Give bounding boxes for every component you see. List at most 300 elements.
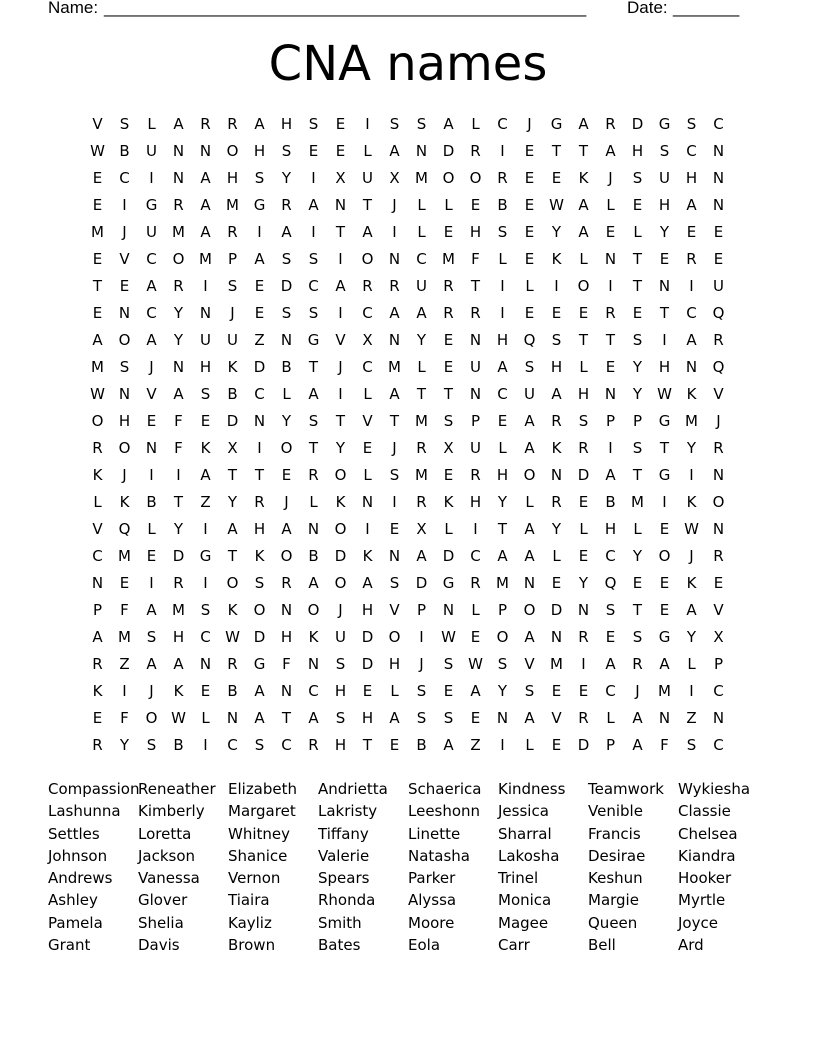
grid-letter: A (254, 115, 265, 133)
grid-letter: R (92, 736, 103, 754)
grid-letter: O (280, 439, 293, 457)
grid-letter: E (92, 304, 103, 322)
grid-letter: A (686, 196, 697, 214)
word-list-item: Tiffany (318, 824, 369, 843)
grid-letter: R (227, 115, 238, 133)
grid-letter: E (335, 142, 346, 160)
grid-letter: R (200, 115, 211, 133)
word-list-item: Shanice (228, 846, 288, 865)
grid-letter: A (146, 331, 157, 349)
grid-letter: V (389, 601, 400, 619)
grid-letter: C (605, 547, 616, 565)
date-label: Date: (627, 0, 668, 17)
grid-letter: I (554, 277, 559, 295)
grid-letter: H (334, 736, 347, 754)
grid-letter: A (524, 412, 535, 430)
grid-letter: J (149, 358, 154, 376)
grid-letter: F (120, 601, 129, 619)
grid-letter: J (122, 223, 127, 241)
grid-letter: I (392, 493, 397, 511)
grid-letter: M (226, 196, 239, 214)
grid-letter: N (253, 412, 266, 430)
grid-letter: C (362, 358, 373, 376)
grid-letter: Y (686, 628, 697, 646)
grid-letter: H (658, 358, 671, 376)
grid-letter: N (388, 250, 401, 268)
grid-letter: E (551, 682, 562, 700)
grid-letter: V (551, 709, 562, 727)
grid-letter: I (689, 682, 694, 700)
grid-letter: I (122, 682, 127, 700)
grid-letter: A (551, 385, 562, 403)
grid-letter: O (253, 601, 266, 619)
word-list-item: Parker (408, 869, 456, 888)
grid-letter: A (173, 385, 184, 403)
grid-letter: F (471, 250, 480, 268)
grid-letter: M (658, 682, 671, 700)
grid-letter: S (335, 655, 346, 673)
word-list-item: Spears (318, 869, 370, 888)
grid-letter: P (632, 412, 643, 430)
grid-letter: A (632, 736, 643, 754)
grid-letter: H (550, 358, 563, 376)
grid-letter: E (362, 682, 373, 700)
grid-letter: A (389, 142, 400, 160)
grid-letter: Y (686, 439, 697, 457)
grid-letter: O (361, 250, 374, 268)
grid-letter: B (173, 736, 184, 754)
grid-letter: I (203, 736, 208, 754)
grid-letter: T (281, 709, 292, 727)
grid-letter: U (335, 628, 346, 646)
grid-letter: D (550, 601, 563, 619)
grid-letter: Y (227, 493, 238, 511)
grid-letter: T (335, 412, 346, 430)
word-list-item: Johnson (48, 846, 108, 865)
grid-letter: S (443, 709, 454, 727)
grid-letter: I (176, 466, 181, 484)
grid-letter: E (659, 520, 670, 538)
grid-letter: N (712, 466, 725, 484)
grid-letter: N (118, 385, 131, 403)
grid-letter: L (606, 709, 615, 727)
grid-letter: S (632, 439, 643, 457)
grid-letter: J (392, 196, 397, 214)
grid-letter: U (713, 277, 724, 295)
grid-letter: C (146, 250, 157, 268)
grid-letter: A (308, 385, 319, 403)
grid-letter: K (119, 493, 130, 511)
grid-letter: O (469, 169, 482, 187)
grid-letter: U (659, 169, 670, 187)
grid-letter: E (92, 709, 103, 727)
grid-letter: W (90, 385, 105, 403)
grid-letter: R (713, 547, 724, 565)
grid-letter: R (254, 493, 265, 511)
grid-letter: E (686, 223, 697, 241)
grid-letter: P (416, 601, 427, 619)
grid-letter: I (662, 493, 667, 511)
grid-letter: B (605, 493, 616, 511)
grid-letter: A (362, 223, 373, 241)
grid-letter: D (280, 277, 293, 295)
word-list-item: Natasha (408, 846, 470, 865)
grid-letter: N (469, 385, 482, 403)
grid-letter: M (415, 466, 428, 484)
grid-letter: N (172, 169, 185, 187)
grid-letter: K (227, 601, 238, 619)
grid-letter: I (689, 277, 694, 295)
grid-letter: I (149, 466, 154, 484)
grid-letter: E (713, 574, 724, 592)
grid-letter: Y (173, 331, 184, 349)
word-list-item: Venible (588, 802, 643, 821)
grid-letter: H (280, 115, 293, 133)
grid-letter: B (416, 736, 427, 754)
name-label: Name: (48, 0, 99, 17)
grid-letter: K (227, 358, 238, 376)
grid-letter: T (335, 223, 346, 241)
grid-letter: T (362, 196, 373, 214)
grid-letter: S (227, 277, 238, 295)
grid-letter: L (444, 196, 453, 214)
grid-letter: L (201, 709, 210, 727)
grid-letter: P (713, 655, 724, 673)
grid-letter: E (713, 223, 724, 241)
word-list-item: Jackson (138, 846, 196, 865)
grid-letter: X (389, 169, 400, 187)
grid-letter: A (497, 358, 508, 376)
word-list-item: Leeshonn (408, 802, 481, 821)
grid-letter: L (606, 196, 615, 214)
grid-letter: E (524, 169, 535, 187)
grid-letter: E (92, 250, 103, 268)
grid-letter: O (172, 250, 185, 268)
grid-letter: E (578, 493, 589, 511)
grid-letter: C (92, 547, 103, 565)
grid-letter: N (712, 169, 725, 187)
grid-letter: H (361, 709, 374, 727)
grid-letter: A (443, 736, 454, 754)
grid-letter: R (308, 736, 319, 754)
word-list-item: Moore (408, 913, 455, 932)
grid-letter: O (334, 466, 347, 484)
grid-letter: C (686, 142, 697, 160)
grid-letter: C (497, 115, 508, 133)
grid-letter: L (498, 439, 507, 457)
grid-letter: V (146, 385, 157, 403)
grid-letter: O (280, 547, 293, 565)
grid-letter: C (146, 304, 157, 322)
grid-letter: S (389, 574, 400, 592)
grid-letter: N (361, 493, 374, 511)
word-list-item: Kindness (498, 780, 566, 798)
grid-letter: S (632, 331, 643, 349)
grid-letter: H (226, 169, 239, 187)
grid-letter: T (308, 358, 319, 376)
word-list-item: Schaerica (408, 780, 482, 798)
word-list-item: Reneather (138, 780, 216, 798)
grid-letter: R (551, 493, 562, 511)
grid-letter: R (308, 466, 319, 484)
grid-letter: Q (118, 520, 131, 538)
grid-letter: V (524, 655, 535, 673)
grid-letter: J (635, 682, 640, 700)
grid-letter: N (199, 655, 212, 673)
grid-letter: M (118, 628, 131, 646)
grid-letter: G (658, 412, 671, 430)
grid-letter: C (416, 250, 427, 268)
grid-letter: O (442, 169, 455, 187)
grid-letter: H (577, 385, 590, 403)
grid-letter: E (659, 250, 670, 268)
grid-letter: H (118, 412, 131, 430)
grid-letter: A (470, 682, 481, 700)
grid-letter: S (308, 412, 319, 430)
word-list-item: Ard (678, 936, 704, 955)
grid-letter: N (280, 331, 293, 349)
grid-letter: H (361, 601, 374, 619)
grid-letter: Q (712, 358, 725, 376)
word-list-item: Queen (588, 913, 638, 932)
grid-letter: Y (281, 412, 292, 430)
grid-letter: R (389, 277, 400, 295)
grid-letter: G (199, 547, 212, 565)
grid-letter: L (282, 385, 291, 403)
grid-letter: M (172, 223, 185, 241)
grid-letter: D (361, 628, 374, 646)
grid-letter: O (658, 547, 671, 565)
grid-letter: Q (604, 574, 617, 592)
grid-letter: T (659, 439, 670, 457)
word-list-item: Loretta (138, 824, 192, 843)
grid-letter: X (335, 169, 346, 187)
name-blank-line: ___________________________________________________ (104, 0, 587, 17)
grid-letter: S (254, 736, 265, 754)
grid-letter: U (200, 331, 211, 349)
grid-letter: X (416, 520, 427, 538)
grid-letter: A (146, 601, 157, 619)
grid-letter: H (496, 466, 509, 484)
grid-letter: S (308, 304, 319, 322)
grid-letter: E (524, 142, 535, 160)
grid-letter: C (713, 736, 724, 754)
grid-letter: K (200, 439, 211, 457)
grid-letter: B (146, 493, 157, 511)
grid-letter: A (605, 466, 616, 484)
grid-letter: M (415, 169, 428, 187)
grid-letter: O (496, 628, 509, 646)
grid-letter: I (500, 736, 505, 754)
grid-letter: T (632, 601, 643, 619)
grid-letter: Z (470, 736, 481, 754)
grid-letter: A (92, 628, 103, 646)
grid-letter: R (362, 277, 373, 295)
grid-letter: A (578, 115, 589, 133)
grid-letter: M (685, 412, 698, 430)
grid-letter: F (174, 412, 183, 430)
grid-letter: J (527, 115, 532, 133)
grid-letter: M (442, 250, 455, 268)
grid-letter: T (497, 520, 508, 538)
grid-letter: D (253, 358, 266, 376)
grid-letter: C (713, 115, 724, 133)
grid-letter: E (443, 466, 454, 484)
grid-letter: S (686, 736, 697, 754)
word-list-item: Ashley (48, 891, 98, 910)
grid-letter: R (443, 277, 454, 295)
grid-letter: O (334, 574, 347, 592)
grid-letter: I (203, 277, 208, 295)
grid-letter: R (686, 250, 697, 268)
grid-letter: W (684, 520, 699, 538)
grid-letter: I (365, 115, 370, 133)
grid-letter: J (608, 169, 613, 187)
grid-letter: A (254, 709, 265, 727)
word-list-item: Whitney (228, 824, 290, 843)
grid-letter: N (91, 574, 104, 592)
grid-letter: P (227, 250, 238, 268)
grid-letter: E (308, 142, 319, 160)
grid-letter: T (227, 547, 238, 565)
grid-letter: T (632, 250, 643, 268)
grid-letter: O (226, 142, 239, 160)
word-list-item: Classie (678, 802, 731, 821)
grid-letter: V (92, 115, 103, 133)
word-list-item: Desirae (588, 846, 646, 865)
grid-letter: G (442, 574, 455, 592)
grid-letter: E (254, 304, 265, 322)
grid-letter: A (200, 196, 211, 214)
grid-letter: X (227, 439, 238, 457)
word-list-item: Trinel (498, 869, 539, 888)
grid-letter: Y (578, 574, 589, 592)
grid-letter: A (173, 115, 184, 133)
word-list-item: Keshun (588, 869, 643, 888)
word-list-item: Andrietta (318, 780, 388, 798)
grid-letter: R (713, 439, 724, 457)
grid-letter: R (497, 169, 508, 187)
grid-letter: J (230, 304, 235, 322)
grid-letter: S (524, 682, 535, 700)
grid-letter: W (468, 655, 483, 673)
grid-letter: R (632, 655, 643, 673)
grid-letter: R (578, 439, 589, 457)
grid-letter: Z (200, 493, 211, 511)
grid-letter: P (470, 412, 481, 430)
grid-letter: I (149, 574, 154, 592)
grid-letter: G (307, 331, 320, 349)
grid-letter: D (577, 466, 590, 484)
grid-letter: O (523, 466, 536, 484)
grid-letter: E (605, 223, 616, 241)
grid-letter: L (687, 655, 696, 673)
grid-letter: T (254, 466, 265, 484)
grid-letter: T (362, 736, 373, 754)
grid-letter: W (549, 196, 564, 214)
grid-letter: O (577, 277, 590, 295)
grid-letter: C (281, 736, 292, 754)
grid-letter: Y (281, 169, 292, 187)
grid-letter: C (200, 628, 211, 646)
grid-letter: N (496, 709, 509, 727)
grid-letter: S (497, 655, 508, 673)
grid-letter: K (551, 439, 562, 457)
grid-letter: E (200, 682, 211, 700)
grid-letter: L (309, 493, 318, 511)
grid-letter: M (199, 250, 212, 268)
grid-letter: I (473, 520, 478, 538)
grid-letter: N (199, 304, 212, 322)
word-list-item: Hooker (678, 869, 732, 888)
word-list-item: Lakristy (318, 802, 378, 821)
grid-letter: T (578, 142, 589, 160)
grid-letter: N (550, 628, 563, 646)
grid-letter: F (282, 655, 291, 673)
grid-letter: S (281, 304, 292, 322)
grid-letter: E (281, 466, 292, 484)
grid-letter: L (471, 601, 480, 619)
grid-letter: C (227, 736, 238, 754)
grid-letter: S (119, 358, 130, 376)
grid-letter: H (658, 196, 671, 214)
word-list-item: Shelia (138, 913, 184, 932)
grid-letter: O (91, 412, 104, 430)
word-list-item: Bell (588, 936, 616, 955)
grid-letter: E (254, 277, 265, 295)
grid-letter: E (389, 520, 400, 538)
grid-letter: E (362, 439, 373, 457)
grid-letter: R (605, 304, 616, 322)
grid-letter: R (713, 331, 724, 349)
grid-letter: S (254, 169, 265, 187)
grid-letter: J (338, 358, 343, 376)
grid-letter: C (254, 385, 265, 403)
word-list-item: Valerie (318, 846, 370, 865)
grid-letter: I (581, 655, 586, 673)
grid-letter: S (254, 574, 265, 592)
word-list-item: Bates (318, 936, 361, 955)
grid-letter: N (280, 682, 293, 700)
grid-letter: Y (632, 358, 643, 376)
grid-letter: E (92, 196, 103, 214)
grid-letter: L (579, 358, 588, 376)
grid-letter: V (335, 331, 346, 349)
grid-letter: L (417, 223, 426, 241)
grid-letter: S (200, 601, 211, 619)
grid-letter: A (659, 655, 670, 673)
grid-letter: D (226, 412, 239, 430)
word-list-item: Elizabeth (228, 780, 298, 798)
word-list-item: Alyssa (408, 891, 457, 910)
grid-letter: D (334, 547, 347, 565)
grid-letter: A (200, 466, 211, 484)
grid-letter: T (443, 385, 454, 403)
grid-letter: K (578, 169, 589, 187)
grid-letter: Y (173, 304, 184, 322)
grid-letter: A (254, 250, 265, 268)
grid-letter: L (147, 115, 156, 133)
grid-letter: L (552, 547, 561, 565)
grid-letter: L (579, 520, 588, 538)
grid-letter: B (119, 142, 130, 160)
grid-letter: A (632, 709, 643, 727)
grid-letter: A (308, 196, 319, 214)
grid-letter: C (308, 277, 319, 295)
grid-letter: S (632, 169, 643, 187)
grid-letter: B (227, 682, 238, 700)
grid-letter: R (416, 493, 427, 511)
